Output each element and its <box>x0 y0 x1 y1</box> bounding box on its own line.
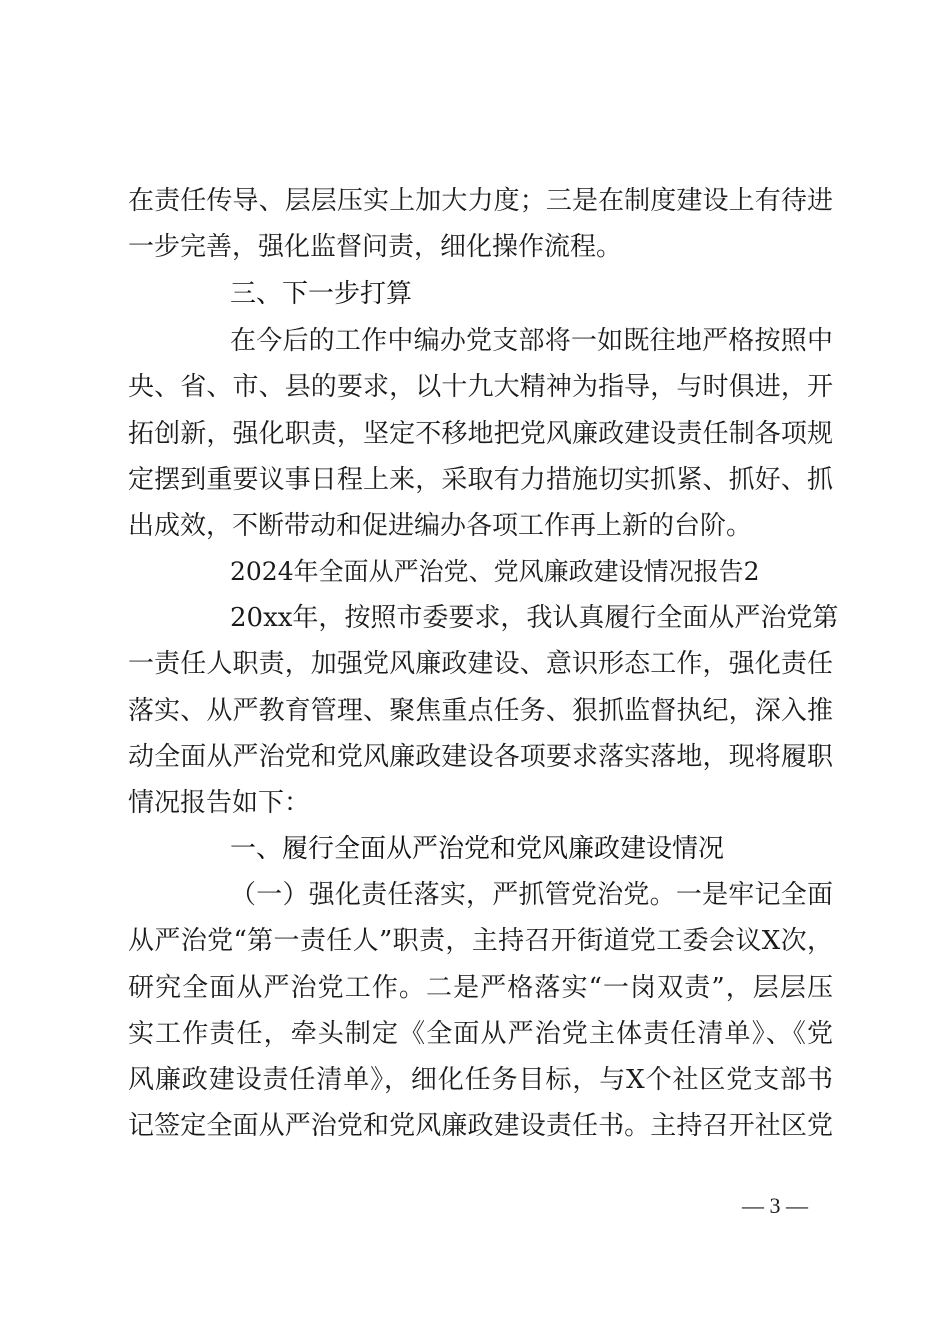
body-line-21: 记签定全面从严治党和党风廉政建设责任书。主持召开社区党 <box>128 1111 833 1141</box>
body-line-19: 实工作责任，牵头制定《全面从严治党主体责任清单》、《党 <box>128 1019 833 1049</box>
section-heading-1: 一、履行全面从严治党和党风廉政建设情况 <box>230 834 725 864</box>
body-line-13: 动全面从严治党和党风廉政建设各项要求落实落地，现将履职 <box>128 742 833 772</box>
report-title: 2024年全面从严治党、党风廉政建设情况报告2 <box>230 557 760 586</box>
body-line-14: 情况报告如下： <box>128 788 311 818</box>
body-line-4: 在今后的工作中编办党支部将一如既往地严格按照中 <box>230 326 833 356</box>
body-line-6: 拓创新，强化职责，坚定不移地把党风廉政建设责任制各项规 <box>128 419 833 449</box>
body-line-20: 风廉政建设责任清单》，细化任务目标，与X个社区党支部书 <box>128 1065 833 1095</box>
section-heading-3: 三、下一步打算 <box>230 279 413 309</box>
body-line-1: 在责任传导、层层压实上加大力度；三是在制度建设上有待进 <box>128 186 833 216</box>
body-line-12: 落实、从严教育管理、聚焦重点任务、狠抓监督执纪，深入推 <box>128 696 833 726</box>
body-line-17: 从严治党“第一责任人”职责，主持召开街道党工委会议X次， <box>128 926 833 956</box>
body-line-7: 定摆到重要议事日程上来，采取有力措施切实抓紧、抓好、抓 <box>128 465 833 495</box>
body-line-5: 央、省、市、县的要求，以十九大精神为指导，与时俱进，开 <box>128 372 833 402</box>
body-line-2: 一步完善，强化监督问责，细化操作流程。 <box>128 232 623 262</box>
body-line-8: 出成效，不断带动和促进编办各项工作再上新的台阶。 <box>128 511 753 541</box>
body-line-11: 一责任人职责，加强党风廉政建设、意识形态工作，强化责任 <box>128 649 833 679</box>
body-line-18: 研究全面从严治党工作。二是严格落实“一岗双责”，层层压 <box>128 973 833 1003</box>
body-line-16: （一）强化责任落实，严抓管党治党。一是牢记全面 <box>230 880 833 910</box>
page-number: — 3 — <box>742 1193 808 1218</box>
body-line-10: 20xx年，按照市委要求，我认真履行全面从严治党第 <box>230 603 839 633</box>
